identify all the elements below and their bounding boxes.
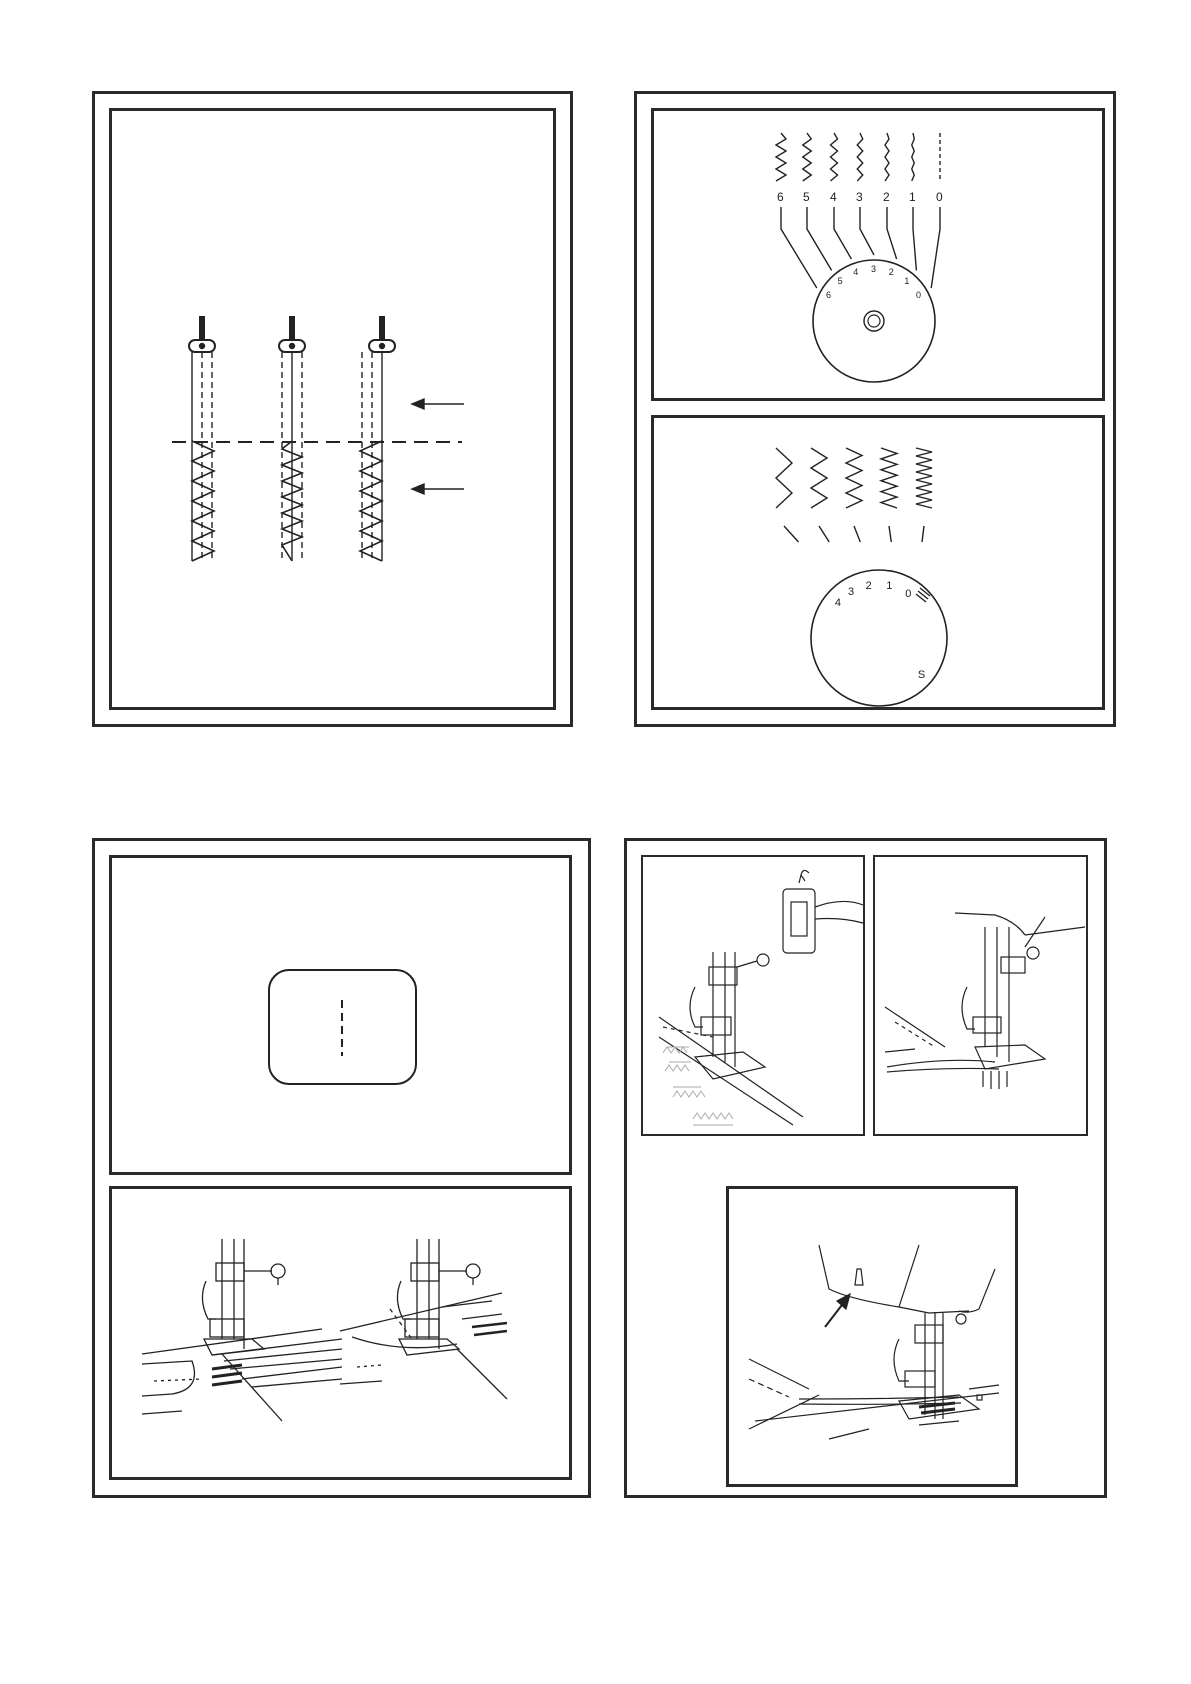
zigzag-width-frame — [651, 108, 1105, 401]
leader-line — [913, 207, 916, 270]
leader-line — [860, 207, 874, 255]
stitch-length-dial-mark: 2 — [865, 579, 872, 592]
zigzag-width-label: 0 — [936, 190, 943, 204]
zigzag-dial-mark: 1 — [904, 276, 910, 287]
presser-foot-frame — [109, 1186, 572, 1480]
thread-pull-illustration — [875, 857, 1090, 1138]
needle-position-frame — [109, 108, 556, 710]
zigzag-width-label: 1 — [909, 190, 916, 204]
leader-line — [889, 526, 891, 542]
thread-cutter-icon — [855, 1269, 863, 1285]
straight-stitch-panel — [92, 838, 591, 1498]
zigzag-dial-mark: 0 — [916, 290, 922, 300]
arrow-up-right-icon — [825, 1294, 850, 1327]
arrow-left-icon — [412, 484, 464, 494]
overcasting-panel — [624, 838, 1107, 1498]
thread-cutter-frame — [726, 1186, 1018, 1487]
zigzag-width-2-sample-icon — [885, 133, 889, 181]
thread-pull-frame — [873, 855, 1088, 1136]
leader-line — [922, 526, 924, 542]
straight-stitch-pattern-illustration — [112, 858, 575, 1178]
zigzag-width-6-sample-icon — [776, 133, 786, 181]
zigzag-width-1-sample-icon — [912, 133, 915, 181]
needle-position-illustration — [112, 111, 559, 713]
zigzag-dial-mark: 5 — [837, 276, 843, 287]
stitch-length-dial-mark: 0 — [905, 588, 912, 601]
zigzag-width-3-sample-icon — [857, 133, 863, 181]
leader-line — [784, 526, 799, 542]
stitch-length-frame — [651, 415, 1105, 710]
stitch-pattern-frame — [109, 855, 572, 1175]
zigzag-width-illustration — [654, 111, 1108, 404]
leader-line — [887, 207, 897, 259]
overcast-foot-frame — [641, 855, 865, 1136]
zigzag-dial-mark: 6 — [826, 290, 832, 300]
zigzag-width-label: 3 — [856, 190, 863, 204]
zigzag-width-4-sample-icon — [831, 133, 838, 181]
zigzag-width-label: 5 — [803, 190, 810, 204]
leader-line — [807, 207, 832, 270]
zigzag-width-dial-icon — [813, 260, 935, 382]
foot-release-button-icon — [783, 870, 863, 953]
needle-position-panel — [92, 91, 573, 727]
stitch-length-dial-mark: S — [917, 669, 926, 681]
zigzag-width-label: 6 — [777, 190, 784, 204]
leader-line — [819, 526, 829, 542]
stitch-length-sample-icon — [776, 448, 792, 508]
leader-line — [834, 207, 851, 259]
leader-line — [781, 207, 817, 288]
presser-foot-right-icon — [340, 1239, 507, 1399]
stitch-length-dial-mark: 1 — [886, 580, 893, 593]
needle-left-icon — [189, 316, 215, 561]
stitch-length-dial-mark: 3 — [848, 586, 855, 599]
zigzag-dial-mark: 4 — [853, 267, 859, 278]
zigzag-width-label: 2 — [883, 190, 890, 204]
zigzag-dial-mark: 2 — [888, 267, 894, 278]
zigzag-dial-mark: 3 — [871, 264, 877, 274]
stitch-length-dial-mark: 4 — [834, 596, 842, 609]
zigzag-settings-panel — [634, 91, 1116, 727]
presser-foot-left-icon — [142, 1239, 342, 1421]
stitch-length-illustration — [654, 418, 1108, 713]
zigzag-width-label: 4 — [830, 190, 837, 204]
stitch-length-dial-icon — [811, 570, 947, 706]
stitch-length-sample-icon — [881, 448, 897, 508]
leader-line — [931, 207, 940, 288]
needle-center-icon — [279, 316, 305, 561]
thread-cutter-illustration — [729, 1189, 1021, 1490]
leader-line — [854, 526, 860, 542]
zigzag-width-5-sample-icon — [803, 133, 812, 181]
stitch-length-sample-icon — [916, 448, 932, 508]
arrow-left-icon — [412, 399, 464, 409]
presser-foot-illustration — [112, 1189, 575, 1483]
needle-right-icon — [360, 316, 395, 561]
stitch-length-sample-icon — [811, 448, 827, 508]
stitch-length-sample-icon — [846, 448, 862, 508]
overcast-foot-illustration — [643, 857, 867, 1138]
